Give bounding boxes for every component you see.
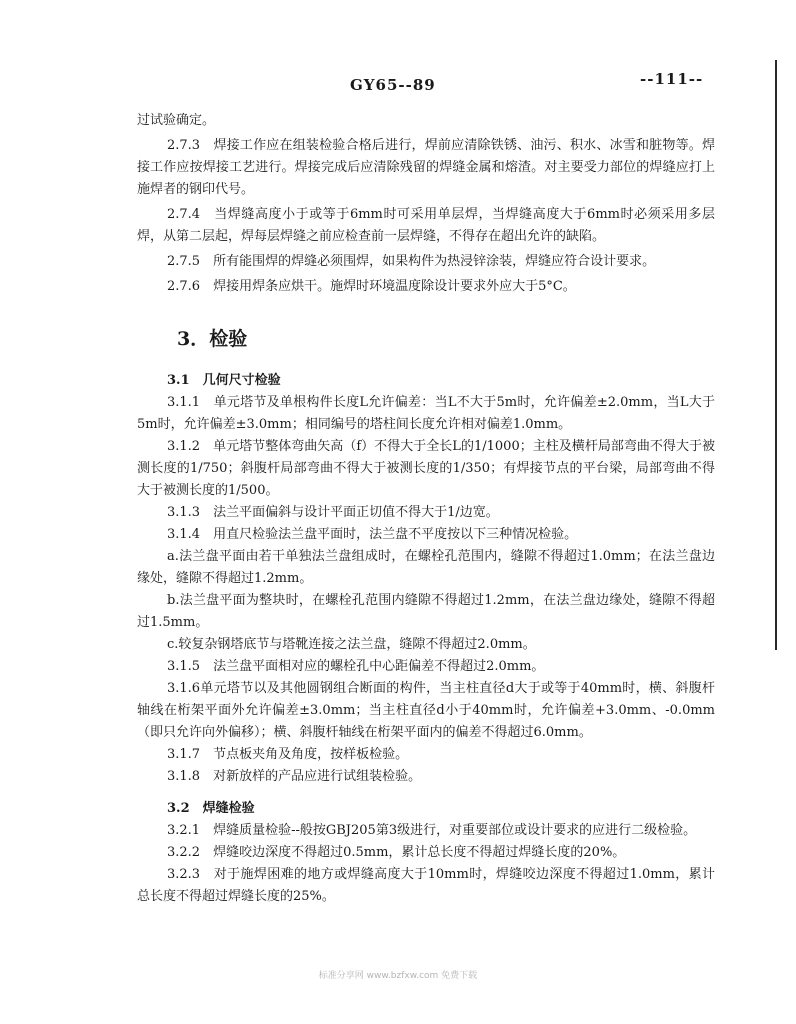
clause-3-1-1: 3.1.1 单元塔节及单根构件长度L允许偏差：当L不大于5m时，允许偏差±2.0mm，当L大于5m时，允许偏差±3.0mm；相同编号的塔柱间长度允许相对偏差1.0mm。	[137, 395, 715, 432]
page-number: --111--	[640, 70, 704, 88]
clause-3-1-6: 3.1.6单元塔节以及其他圆钢组合断面的构件，当主柱直径d大于或等于40mm时，横、斜腹杆轴线在桁架平面外允许偏差±3.0mm；当主柱直径d小于40mm时，允许偏差+3.0mm、-0.0mm（即只允许向外偏移）；横、斜腹杆轴线在桁架平面内的偏差不得超过6.0mm。	[137, 681, 715, 740]
scan-edge-line	[775, 60, 777, 650]
clause-3-1-3: 3.1.3 法兰平面偏斜与设计平面正切值不得大于1/边宽。	[167, 505, 499, 520]
clause-3-2-1: 3.2.1 焊缝质量检验--般按GBJ205第3级进行，对重要部位或设计要求的应进行二级检验。	[167, 823, 697, 838]
clause-3-1-4-c: c.较复杂钢塔底节与塔靴连接之法兰盘，缝隙不得超过2.0mm。	[167, 637, 536, 652]
clause-3-1-2: 3.1.2 单元塔节整体弯曲矢高（f）不得大于全长L的1/1000；主柱及横杆局部弯曲不得大于被测长度的1/750；斜腹杆局部弯曲不得大于被测长度的1/350；有焊接节点的平台梁，局部弯曲不得大于被测长度的1/500。	[137, 439, 715, 498]
clause-2-7-5: 2.7.5 所有能围焊的焊缝必须围焊，如果构件为热浸锌涂装，焊缝应符合设计要求。	[167, 254, 656, 269]
watermark-footer: 标准分享网 www.bzfxw.com 免费下载	[318, 971, 478, 981]
clause-3-1-4: 3.1.4 用直尺检验法兰盘平面时，法兰盘不平度按以下三种情况检验。	[167, 527, 578, 542]
subsection-heading-3-1: 3.1 几何尺寸检验	[167, 373, 281, 388]
clause-3-2-3: 3.2.3 对于施焊困难的地方或焊缝高度大于10mm时，焊缝咬边深度不得超过1.0mm，累计总长度不得超过焊缝长度的25%。	[137, 867, 715, 904]
paragraph: 过试验确定。	[137, 113, 216, 128]
clause-3-1-4-b: b.法兰盘平面为整块时，在螺栓孔范围内缝隙不得超过1.2mm，在法兰盘边缘处，缝隙不得超过1.5mm。	[137, 593, 715, 630]
body-text	[137, 110, 715, 908]
clause-3-1-4-a: a.法兰盘平面由若干单独法兰盘组成时，在螺栓孔范围内，缝隙不得超过1.0mm；在法兰盘边缘处，缝隙不得超过1.2mm。	[137, 549, 715, 586]
clause-2-7-3: 2.7.3 焊接工作应在组装检验合格后进行，焊前应清除铁锈、油污、积水、冰雪和脏物等。焊接工作应按焊接工艺进行。焊接完成后应清除残留的焊缝金属和熔渣。对主要受力部位的焊缝应打上施焊者的钢印代号。	[137, 138, 715, 197]
clause-3-1-8: 3.1.8 对新放样的产品应进行试组装检验。	[167, 769, 422, 784]
section-heading-3: 3．检验	[177, 328, 248, 350]
clause-2-7-6: 2.7.6 焊接用焊条应烘干。施焊时环境温度除设计要求外应大于5°C。	[167, 279, 576, 294]
clause-3-1-7: 3.1.7 节点板夹角及角度，按样板检验。	[167, 747, 409, 762]
clause-3-1-5: 3.1.5 法兰盘平面相对应的螺栓孔中心距偏差不得超过2.0mm。	[167, 659, 545, 674]
clause-2-7-4: 2.7.4 当焊缝高度小于或等于6mm时可采用单层焊，当焊缝高度大于6mm时必须采用多层焊，从第二层起，焊每层焊缝之前应检查前一层焊缝，不得存在超出允许的缺陷。	[137, 207, 715, 244]
clause-3-2-2: 3.2.2 焊缝咬边深度不得超过0.5mm，累计总长度不得超过焊缝长度的20%。	[167, 845, 626, 860]
subsection-heading-3-2: 3.2 焊缝检验	[167, 801, 255, 816]
standard-code: GY65--89	[350, 76, 436, 94]
